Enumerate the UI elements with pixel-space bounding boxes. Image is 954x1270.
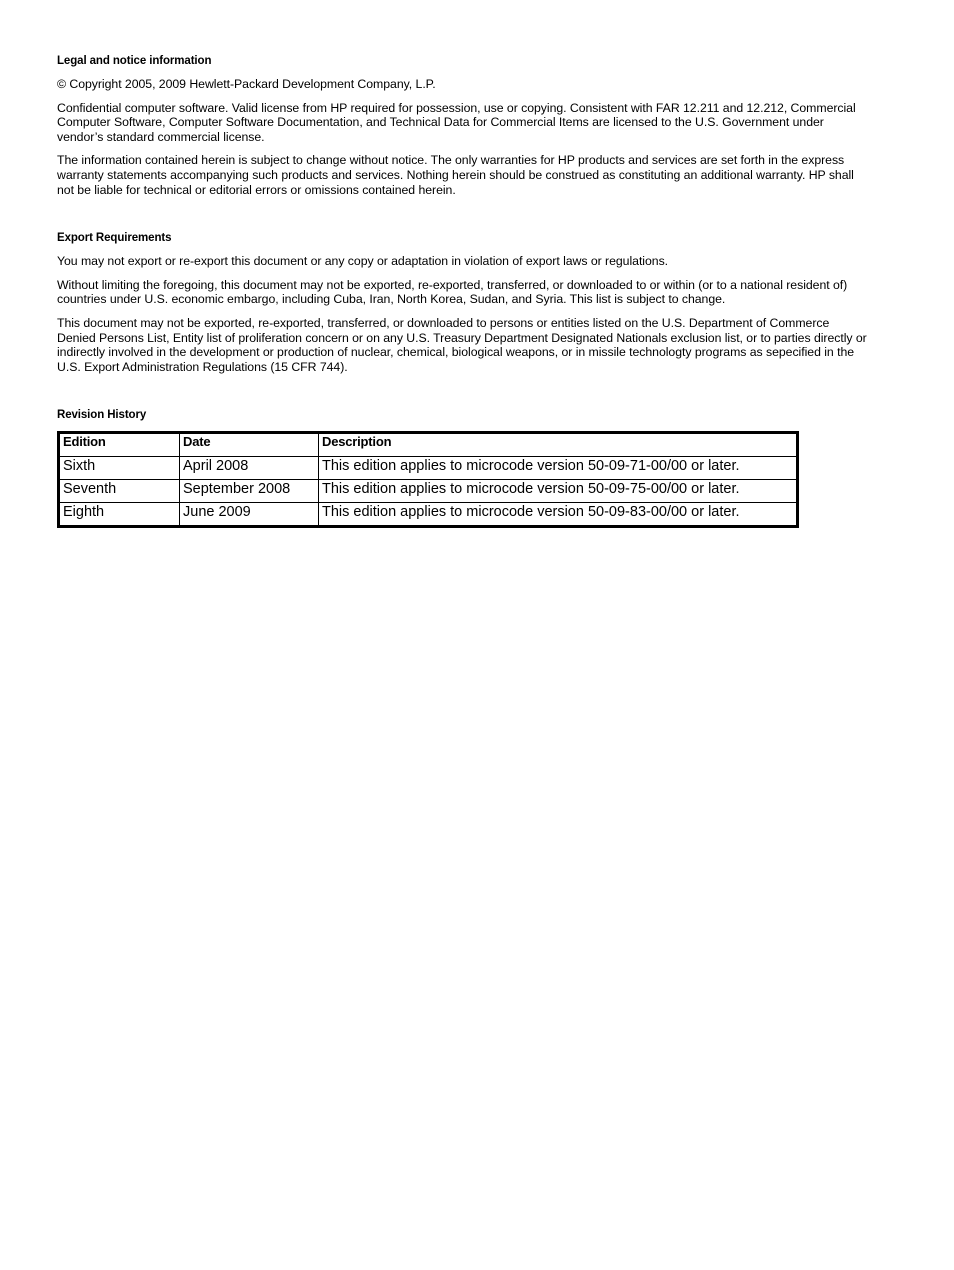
column-header-date: Date [180, 433, 319, 457]
table-row [59, 480, 798, 503]
edition-cell: Seventh [59, 480, 180, 503]
export-requirements-heading: Export Requirements [57, 232, 172, 245]
table-row [59, 457, 798, 480]
export-paragraph: This document may not be exported, re-exported, transferred, or downloaded to persons or entities listed on the U.S. Department of Commerce Denied Persons List, Entity list of proliferation concern or on any U.S. Treasury Department Designated Nationals exclusion list, or to parties directly or indirectly involved in the development or production of nuclear, chemical, biological weapons, or in missile technologty programs as sepecified in the U.S. Export Administration Regulations (15 CFR 744). [57, 315, 867, 374]
edition-cell: Sixth [59, 457, 180, 480]
document-page [57, 54, 869, 528]
column-header-description: Description [319, 433, 798, 457]
date-cell: June 2009 [180, 503, 319, 527]
export-paragraph: You may not export or re-export this document or any copy or adaptation in violation of export laws or regulations. [57, 254, 669, 269]
date-cell: September 2008 [180, 480, 319, 503]
section-spacer [57, 206, 869, 231]
description-cell: This edition applies to microcode version 50-09-75-00/00 or later. [319, 480, 798, 503]
legal-notice-section [57, 54, 869, 197]
export-requirements-section [57, 231, 869, 374]
description-cell: This edition applies to microcode version 50-09-83-00/00 or later. [319, 503, 798, 527]
section-spacer [57, 383, 869, 408]
column-header-edition: Edition [59, 433, 180, 457]
export-paragraph: Without limiting the foregoing, this document may not be exported, re-exported, transferred, or downloaded to or within (or to a national resident of) countries under U.S. economic embargo, including Cuba, Iran, North Korea, Sudan, and Syria. This list is subject to change. [57, 277, 848, 307]
legal-notice-heading: Legal and notice information [57, 55, 212, 67]
date-cell: April 2008 [180, 457, 319, 480]
revision-history-table [57, 431, 799, 528]
warranty-notice: The information contained herein is subject to change without notice. The only warranties for HP products and services are set forth in the express warranty statements accompanying such products and services. Nothing herein should be construed as constituting an additional warranty. HP shall not be liable for technical or editorial errors or omissions contained herein. [57, 153, 854, 197]
revision-history-heading: Revision History [57, 409, 147, 422]
table-row [59, 503, 798, 527]
description-cell: This edition applies to microcode version 50-09-71-00/00 or later. [319, 457, 798, 480]
revision-history-section [57, 408, 869, 528]
copyright-notice: © Copyright 2005, 2009 Hewlett-Packard Development Company, L.P. [57, 77, 436, 91]
table-header-row [59, 433, 798, 457]
confidential-notice: Confidential computer software. Valid license from HP required for possession, use or copying. Consistent with FAR 12.211 and 12.212, Commercial Computer Software, Computer Software Documentation, and Technical Data for Commercial Items are licensed to the U.S. Government under vendor’s standard commercial license. [57, 100, 856, 144]
edition-cell: Eighth [59, 503, 180, 527]
